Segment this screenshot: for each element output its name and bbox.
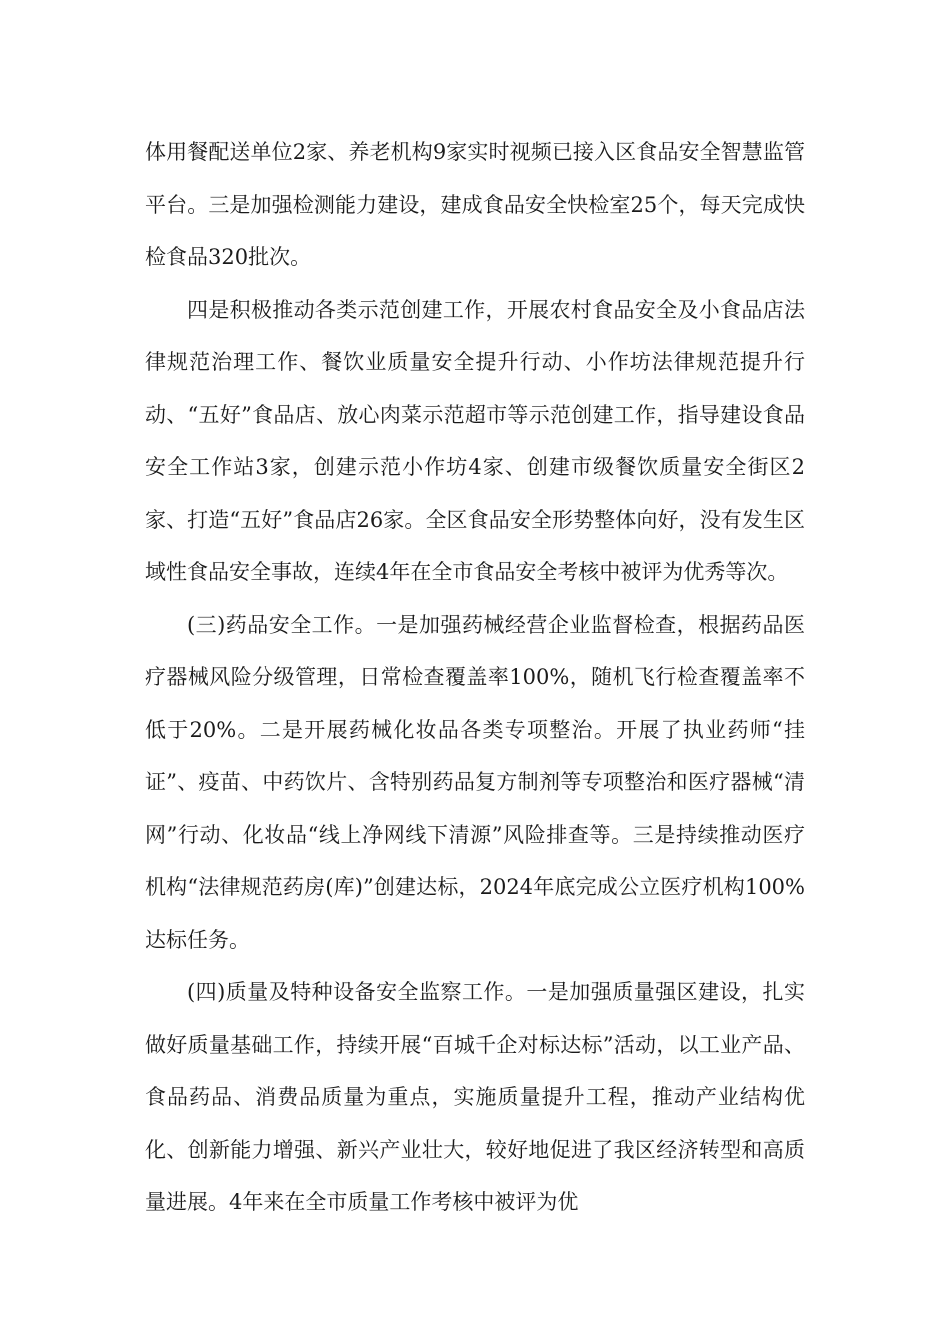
document-body <box>145 126 805 1229</box>
paragraph-4: (四)质量及特种设备安全监察工作。一是加强质量强区建设，扎实做好质量基础工作，持续开展“百城千企对标达标”活动，以工业产品、食品药品、消费品质量为重点，实施质量提升工程，推动产业结构优化、创新能力增强、新兴产业壮大，较好地促进了我区经济转型和高质量进展。4年来在全市质量工作考核中被评为优 <box>145 980 805 1214</box>
paragraph-3: (三)药品安全工作。一是加强药械经营企业监督检查，根据药品医疗器械风险分级管理，日常检查覆盖率100%，随机飞行检查覆盖率不低于20%。二是开展药械化妆品各类专项整治。开展了执业药师“挂证”、疫苗、中药饮片、含特别药品复方制剂等专项整治和医疗器械“清网”行动、化妆品“线上净网线下清源”风险排查等。三是持续推动医疗机构“法律规范药房(库)”创建达标，2024年底完成公立医疗机构100%达标任务。 <box>145 612 805 952</box>
paragraph-2: 四是积极推动各类示范创建工作，开展农村食品安全及小食品店法律规范治理工作、餐饮业质量安全提升行动、小作坊法律规范提升行动、“五好”食品店、放心肉菜示范超市等示范创建工作，指导建设食品安全工作站3家，创建示范小作坊4家、创建市级餐饮质量安全街区2家、打造“五好”食品店26家。全区食品安全形势整体向好，没有发生区域性食品安全事故，连续4年在全市食品安全考核中被评为优秀等次。 <box>145 297 805 584</box>
paragraph-1: 体用餐配送单位2家、养老机构9家实时视频已接入区食品安全智慧监管平台。三是加强检测能力建设，建成食品安全快检室25个，每天完成快检食品320批次。 <box>145 140 805 269</box>
